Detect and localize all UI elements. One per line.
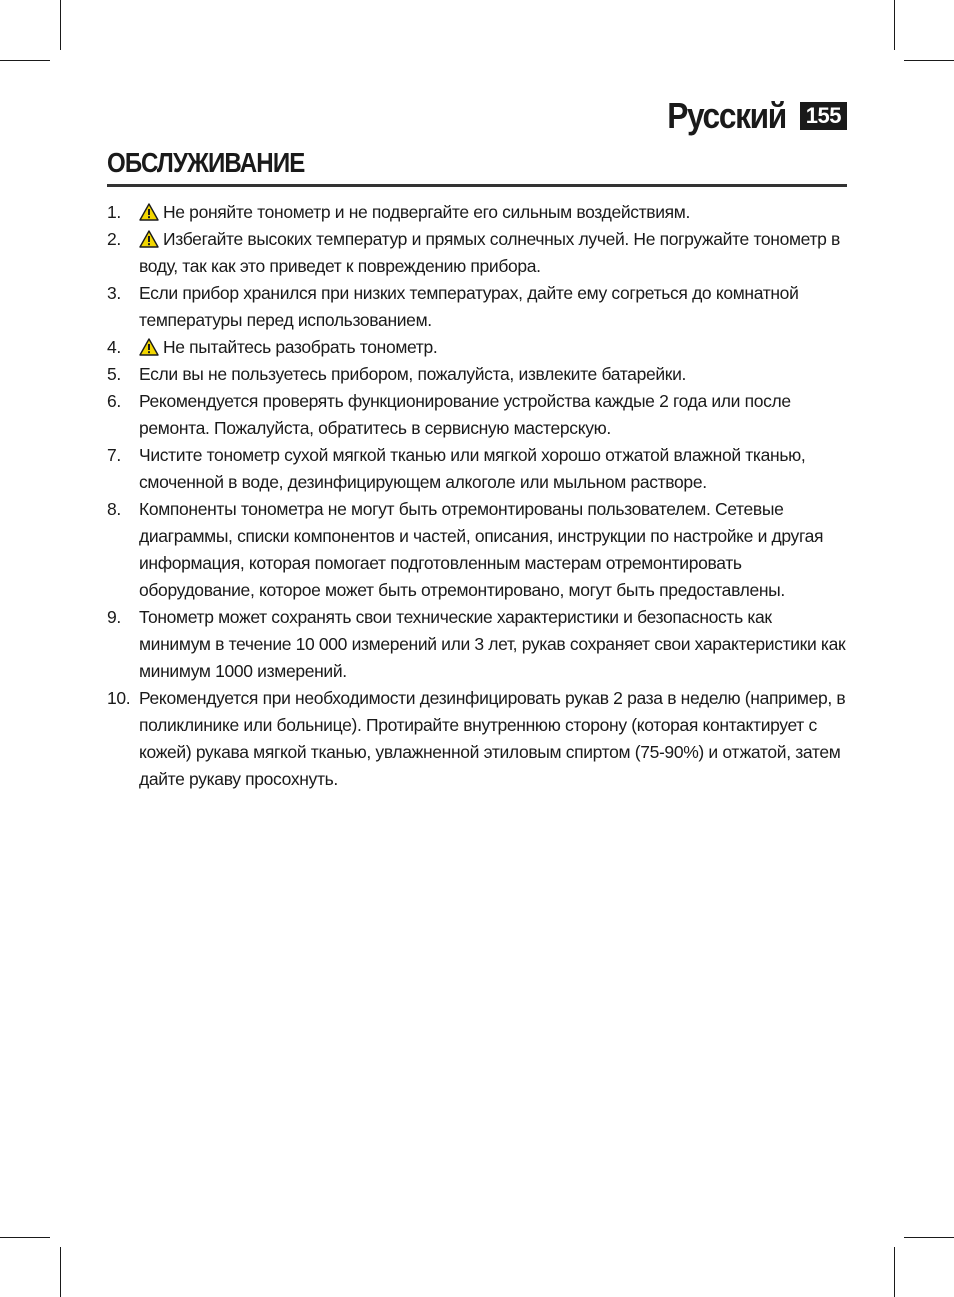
list-item: [107, 604, 847, 685]
list-item-number: 1.: [107, 202, 121, 222]
warning-icon: [139, 203, 159, 221]
list-item-text: Рекомендуется при необходимости дезинфицировать рукав 2 раза в неделю (например, в поликлинике или больнице). Протирайте внутреннюю сторону (которая контактирует с кожей) рукава мягкой тканью, увлажненной этиловым спиртом (75-90%) и отжатой, затем дайте рукаву просохнуть.: [139, 688, 846, 789]
crop-mark: [0, 60, 50, 61]
crop-mark: [60, 1247, 61, 1297]
warning-icon: [139, 338, 159, 356]
list-item: [107, 685, 847, 793]
list-item-text-wrap: [139, 388, 847, 442]
list-item: [107, 496, 847, 604]
list-item: [107, 442, 847, 496]
list-item-number: 8.: [107, 499, 121, 519]
list-item-number: 9.: [107, 607, 121, 627]
list-item-text-wrap: [139, 199, 847, 226]
list-item-text: Компоненты тонометра не могут быть отремонтированы пользователем. Сетевые диаграммы, списки компонентов и частей, описания, инструкции по настройке и другая информация, которая помогает подготовленным мастерам отремонтировать оборудование, которое может быть отремонтировано, могут быть предоставлены.: [139, 499, 824, 600]
list-item-text-wrap: [139, 442, 847, 496]
section-title: ОБСЛУЖИВАНИЕ: [107, 147, 305, 178]
list-item-text-wrap: [139, 685, 847, 793]
language-title: Русский: [667, 95, 786, 136]
page-number: 155: [800, 102, 847, 130]
crop-mark: [904, 1237, 954, 1238]
list-item-text-wrap: [139, 334, 847, 361]
list-item-text: Если вы не пользуетесь прибором, пожалуйста, извлеките батарейки.: [139, 364, 687, 384]
list-item-text: Не роняйте тонометр и не подвергайте его сильным воздействиям.: [163, 202, 691, 222]
list-item-text: Избегайте высоких температур и прямых солнечных лучей. Не погружайте тонометр в воду, так как это приведет к повреждению прибора.: [139, 229, 840, 276]
list-item-number: 10.: [107, 688, 131, 708]
list-item-number: 3.: [107, 283, 121, 303]
list-item: [107, 199, 847, 226]
list-item-text: Если прибор хранился при низких температурах, дайте ему согреться до комнатной температуры перед использованием.: [139, 283, 799, 330]
list-item-text-wrap: [139, 496, 847, 604]
list-item-text-wrap: [139, 361, 847, 388]
list-item-text: Тонометр может сохранять свои технические характеристики и безопасность как минимум в течение 10 000 измерений или 3 лет, рукав сохраняет свои характеристики как минимум 1000 измерений.: [139, 607, 846, 681]
list-item: [107, 280, 847, 334]
crop-mark: [0, 1237, 50, 1238]
list-item: [107, 361, 847, 388]
list-item-number: 6.: [107, 391, 121, 411]
section-divider: [107, 184, 847, 187]
list-item-number: 7.: [107, 445, 121, 465]
list-item-number: 2.: [107, 229, 121, 249]
list-item-text: Не пытайтесь разобрать тонометр.: [163, 337, 438, 357]
maintenance-list: [107, 199, 847, 793]
list-item: [107, 388, 847, 442]
list-item: [107, 226, 847, 280]
crop-mark: [894, 1247, 895, 1297]
list-item-number: 5.: [107, 364, 121, 384]
crop-mark: [60, 0, 61, 50]
crop-mark: [894, 0, 895, 50]
list-item-text: Рекомендуется проверять функционирование устройства каждые 2 года или после ремонта. Пожалуйста, обратитесь в сервисную мастерскую.: [139, 391, 791, 438]
list-item-text-wrap: [139, 280, 847, 334]
crop-mark: [904, 60, 954, 61]
warning-icon: [139, 230, 159, 248]
list-item-text-wrap: [139, 604, 847, 685]
page-header: [651, 94, 847, 138]
list-item-text-wrap: [139, 226, 847, 280]
list-item-number: 4.: [107, 337, 121, 357]
list-item: [107, 334, 847, 361]
list-item-text: Чистите тонометр сухой мягкой тканью или мягкой хорошо отжатой влажной тканью, смоченной в воде, дезинфицирующем алкоголе или мыльном растворе.: [139, 445, 806, 492]
